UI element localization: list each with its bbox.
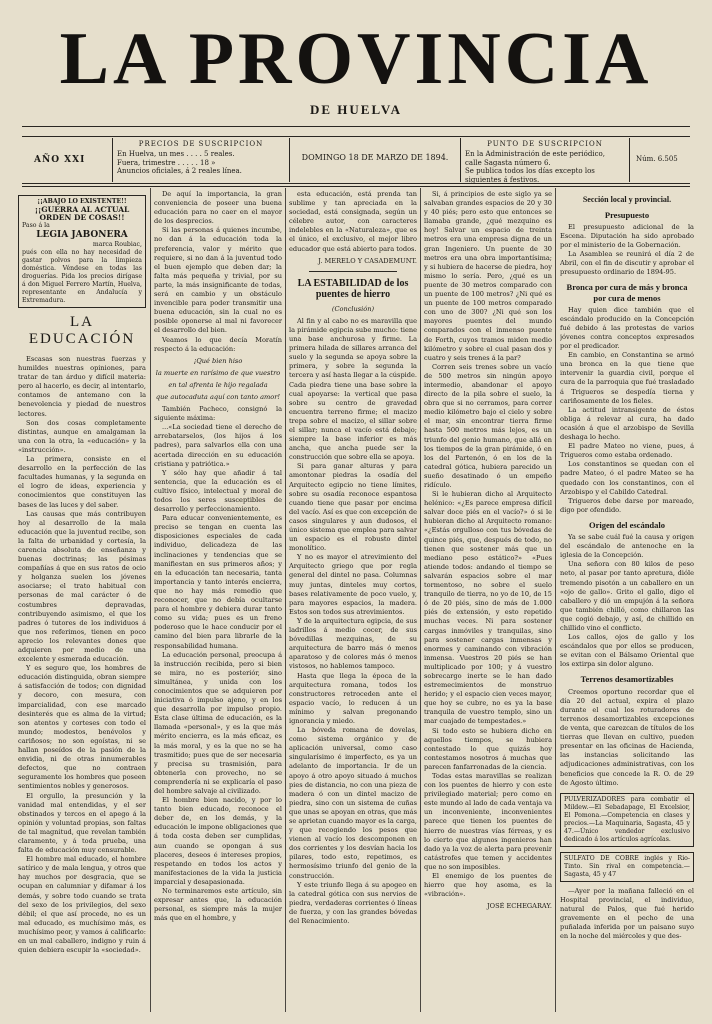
article-paragraph: Corren seis trenes sobre un vacío de 500 metros sin ningún apoyo intermedio, abandonar el apoyo directo de la pila sobre el suelo, la obra que si no cerramos, para correr medio kilómetro bajo el cielo y sobre el mar, sin encontrar tierra firme hasta 500 metros más lejos, es un triunfo del genio humano, que allá en los tiempos de la gran pirámide, ó en los del Partenón, ó en los de la catedral gótica, hubiera parecido un sueño desatinado ó un empeño ridículo. bbox=[424, 362, 552, 489]
column-divider bbox=[285, 188, 286, 1014]
news-paragraph: Ya se sabe cuál fué la causa y origen del escándalo de antenoche en la iglesia de la Concepción. bbox=[560, 533, 694, 560]
article-paragraph: Si las personas á quienes incumbe, no dan á la educación toda la preferencia, valor y mérito que requiere, si no dan á la juventud todo el buen ejemplo que deben dar; la falta más pequeña y trivial, por su parte, la más insignificante de todas, será en cambio y un obstáculo invencible para poder transmitir una buena educación, sin la cual no es posible oponerse al mal ni favorecer el desarrollo del bien. bbox=[154, 226, 282, 335]
verse-line: la muerte en rarísimo de que vuestro bbox=[155, 368, 281, 377]
article-paragraph: Veamos lo que decía Moratín respecto á la educación: bbox=[154, 335, 282, 353]
verse-line: en tal afrenta le hijo regalada bbox=[168, 380, 268, 389]
news-paragraph: Hay quien dice también que el escándalo producido en la Concepción fué debido á las protestas de varios jóvenes contra conceptos expresados por el predicador. bbox=[560, 305, 694, 351]
ad-brand: LEGIA JABONERA bbox=[36, 230, 128, 240]
verse-line: que autocaduta aquí con tanto amor! bbox=[155, 392, 281, 401]
article-paragraph: Si para ganar alturas y para amontonar piedras la osadía del Arquitecto egipcio no tiene límites, sobre su osadía reconoce espantosa cuando tiene que pasar por encima del vacío. Así es que con excepción de casos singulares y aun dudosos, el único sistema que emplea para salvar un espacio es el robusto dintel monolítico. bbox=[289, 462, 417, 553]
ad-body: pués con ella no hay necesidad de gastar polvos para la limpieza doméstica. Véndese en todas las droguerías. Pida los precios dirígase á don Miguel Ferrero Martín, Huelva, representante en Andalucía y Extremadura. bbox=[22, 249, 142, 304]
article-paragraph: De aquí la importancia, la gran conveniencia de poseer una buena educación para no caer en el mayor de los desprecios. bbox=[154, 190, 282, 226]
info-rule-bottom bbox=[22, 183, 690, 184]
points-line: En la Administración de este periódico, bbox=[465, 150, 605, 159]
news-paragraph: —Ayer por la mañana falleció en el Hospital provincial, el individuo, natural de Palos, que fué herido gravemente en el pecho de una puñalada inferida por un paisano suyo en la noche del miércoles y que des- bbox=[560, 886, 694, 941]
news-paragraph: La actitud intransigente de éstos obliga á relevar al cura, ha dado ocasión á que el arzobispo de Sevilla deshaga lo hecho. bbox=[560, 405, 694, 442]
article-signature: J. MERELO Y CASADEMUNT. bbox=[318, 256, 417, 265]
article-paragraph: Las causas que más contribuyen hoy al desarrollo de la mala educación que la juventud recibe, son la falta de urbanidad y cortesía, la carencia absoluta de enseñanza y buenas doctrinas; las pésimas compañías á que en sus ratos de ocio y holganza suelen los jóvenes asociarse; el trato habitual con personas de mal carácter ó de costumbres depravadas, contribuyendo asimismo, el que los padres ó tutores de los individuos á que nos referimos, tienen en poco aprecio los relevantes dones que adquieren por medio de una excelente y esmerada educación. bbox=[18, 509, 146, 664]
article-paragraph: ...«La sociedad tiene el derecho de arrebatarselos, (los hijos á los padres), para salvarlos ella con una acertada dirección en su educación cristiana y patriótica.» bbox=[154, 423, 282, 468]
prices-line: Anuncios oficiales, á 2 reales línea. bbox=[117, 167, 242, 176]
article-paragraph: La bóveda romana de dovelas, como sistema orgánico y de aplicación universal, como caso singularísimo é imperfecto, es ya un adelanto de importancia. Ir de un apoyo á otro apoyo situado á muchos pies de distancia, no con una pieza de madera ó con un dintel macizo de piedra, sino con un sistema de cuñas que unas se apoyan en otras, que más se aprietan cuando mayor es la carga, y que recogiendo los pesos que vienen al vacío los descomponen en dos corrientes y los desvían hacia los pilares, todo esto, repetimos, es hermosísimo triunfo del genio de la construcción. bbox=[289, 726, 417, 880]
column-divider bbox=[150, 188, 151, 1014]
article-headline: LA ESTABILIDAD de los puentes de hierro bbox=[297, 277, 409, 301]
ad-title: ¡¡GUERRA AL ACTUAL ORDEN DE COSAS!! bbox=[34, 205, 130, 222]
article-paragraph: Y no es mayor el atrevimiento del Arquitecto griego que por regla general del dintel no pasa. Columnas muy juntas, dinteles muy cortos, bases relativamente de poco vuelo, y, para mayores espacios, la madera. Estos son todos sus atrevimientos. bbox=[289, 553, 417, 616]
article-paragraph: Y este triunfo llega á su apogeo en la catedral gótica con sus nervios de piedra, verdaderas corrientes ó líneas de fuerza, y con las grandes bóvedas del Renacimiento. bbox=[289, 880, 417, 926]
article-paragraph: Al fin y al cabo no es maravilla que la pirámide egipcia sube mucho: tiene una base anchurosa y firme. La primera hilada de sillares arranca del suelo y la segunda se apoya sobre la primera, y sobre la segunda la tercera y así hasta llegar a la cúspide. Cada piedra tiene una base sobre la cual apoyarse: la vertical que pasa sobre su centro de gravedad encuentra terreno firme; el macizo trepa sobre el macizo, el sillar sobre el sillar; nunca el vacío está debajo; siempre la base inferior es más ancha, que ancha puede ser la construcción que sobre ella se apoya. bbox=[289, 316, 417, 462]
article-paragraph: Y de la arquitectura egipcia, de sus ladrillos á medio cocer, de sus bóvedillas mezquinas, de su arquitectura de barro más ó menos aparatoso y de colores más ó menos vistosos, no hablemos tampoco. bbox=[289, 616, 417, 671]
news-paragraph: Los constantinos se quedan con el padre Mateo, ó el padre Mateo se ha quedado con los constantinos, con el Arzobispo y el Cabildo Catedral. bbox=[560, 460, 694, 496]
article-paragraph: Y sólo hay que añadir á tal sentencia, que la educación es el cultivo físico, intelectual y moral de todos los seres susceptibles de desarrollo y perfeccionamiento. bbox=[154, 468, 282, 514]
article-paragraph: El orgullo, la presunción y la vanidad mal entendidas, y el ser obstinados y tercos en el apego á la opinión y voluntad propias, son faltas de tal magnitud, que revelan también claramente, y á toda prueba, una falta de educación muy censurable. bbox=[18, 791, 146, 855]
news-paragraph: Una señora con 80 kilos de peso neto, al pasar por tanto apretura, dióle tremendo pisotón a un caballero en un «ojo de gallo». Grito el gallo, digo el caballero y dió un empujón á la señora que también chilló, como chillaron las que cogió debajo, y así, de chillido en chillido vino el conflicto. bbox=[560, 560, 694, 632]
points-line: calle Sagasta número 6. bbox=[465, 158, 551, 167]
masthead-subtitle: DE HUELVA bbox=[309, 102, 403, 117]
ad-pre: Paso á la bbox=[22, 222, 50, 229]
article-paragraph: Para educar convenientemente, es preciso se tengan en cuenta las disposiciones especiales de cada individuo, delicadeza de las inclinaciones y tendencias que se manifiestan en sus primeros años; y en la educación tan necesaria, tanta importancia y tanto interés encierra, que no hay más remedio que reconocer, que no debía ocultarse para el hombre y debiera durar tanto como su vida; pues es un freno poderoso que le hace conducir por el camino del bien para librarle de la responsabilidad humana. bbox=[154, 514, 282, 650]
verse-line: ¡Qué bien hiso bbox=[193, 356, 243, 365]
article-paragraph: esta educación, está prenda tan sublime y tan apreciada en la sociedad, está consignada, según un célebre autor, con caracteres indelebles en la «Naturaleza», que es el único, el exclusivo, el mejor libro educador que está abierto para todos. bbox=[289, 190, 417, 253]
article-paragraph: Si todo esto se hubiera dicho en aquellos tiempos, se hubiera contestado lo que quizás hoy contestamos nosotros á muchas que parecen fanfarronadas de la ciencia. bbox=[424, 726, 552, 771]
news-paragraph: La Asamblea se reunirá el día 2 de Abril, con el fin de discutir y aprobar el presupuesto ordinario de 1894-95. bbox=[560, 250, 694, 277]
masthead-title: LA PROVINCIA bbox=[59, 18, 653, 100]
article-signature: JOSÉ ECHEGARAY. bbox=[487, 902, 552, 911]
news-paragraph: El padre Mateo no viene, pues, á Trigueros como estaba ordenado. bbox=[560, 442, 694, 460]
article-paragraph: También Pacheco, consignó la siguiente máxima: bbox=[154, 405, 282, 423]
column-4 bbox=[424, 190, 552, 1008]
section-title: Sección local y provincial. bbox=[582, 195, 672, 204]
news-paragraph: En cambio, en Constantina se armó una bronca en la que tiene que intervenir la guardia civil, porque el cura de la parroquia que fué trasladado á Trigueros se despedía tierna y cariñosamente de los fieles. bbox=[560, 351, 694, 405]
subscription-prices bbox=[112, 138, 290, 182]
copper-sulfate-advertisement: SULFATO DE COBRE inglés y Rio-Tinto. Sin rival en competencia.—Sagasta, 45 y 47 bbox=[560, 852, 694, 882]
prices-line: Fuera, trimestre . . . . . 18 » bbox=[117, 158, 216, 167]
top-rule bbox=[22, 126, 690, 127]
points-header: PUNTO DE SUSCRIPCION bbox=[487, 140, 603, 148]
subscription-points bbox=[460, 138, 630, 182]
page-bottom-edge bbox=[0, 1012, 712, 1024]
article-paragraph: El enemigo de los puentes de hierro que hoy asoma, es la «vibración». bbox=[424, 872, 552, 899]
issue-year: AÑO XXI bbox=[34, 155, 86, 165]
article-paragraph: El hombre bien nacido, y por lo tanto bien educado, reconoce el deber de, en los demás, y la educación le impone obligaciones que á toda costa deben ser cumplidas, aun cuando se opongan á sus placeres, deseos é intereses propios, respetando en todos los actos y manifestaciones de la vida la justicia imparcial y desapasionada. bbox=[154, 796, 282, 886]
article-headline: LA EDUCACIÓN bbox=[28, 314, 136, 347]
article-paragraph: Todas estas maravillas se realizan con los puentes de hierro y con este privilegiado material; pero como en este mundo al lado de cada ventaja va un inconveniente, inconvenientes parece que tienen los puentes de hierro de nuestras vías férreas, y es lo cierto que algunos ingenieros han dado ya la voz de alerta para prevenir catástrofes que temen y accidentes que no son imposibles. bbox=[424, 772, 552, 871]
column-divider bbox=[420, 188, 421, 1014]
column-1 bbox=[18, 190, 146, 1008]
article-paragraph: Si le hubieran dicho al Arquitecto helénico: «¿Es parece empresa difícil salvar doce piés en el vacío?» ó si le hubieran dicho al Arquitecto romano: «¿Estás orgulloso con tus bóvedas de quince piés, que, después de todo, no tienen que sostener más que un mediano peso estático?» «Pues atiende todos: andando el tiempo se salvarán espacios sobre el mar tormentoso, no sobre el suelo tranquilo de tierra, no yo de 10, de 15 ó de 20 piés, sino de más de 1.000 piés de extensión, y esto repetido muchas veces. Ni para sostener cargas inmóviles y tranquilas, sino para sostener cargas inmensas y enormes y caminando con vibración inmensa. Vuestros 20 piés se han multiplicado por 100; y á vuestro sobrecargo inerte se le han dado estremecimientos de monstruo herido; y el espacio cien veces mayor, que hoy se cubre, no es ya la base tranquila de vuestro templo, sino un mar cuajado de tempestades.» bbox=[424, 490, 552, 726]
article-paragraph: Hasta que llega la época de la arquitectura romana, todos los constructores retroceden ante el espacio vacío, lo reducen á un mínimo y salvan pregonando ignorancia y miedo. bbox=[289, 671, 417, 725]
article-paragraph: La primera, consiste en el desarrollo en la perfección de las facultades humanas, y la segunda en el logro de ideas, experiencia y conocimientos que constituyen las bases de las luces y del saber. bbox=[18, 455, 146, 509]
news-headline: Terrenos desamortizables bbox=[580, 674, 674, 685]
points-line: Se publica todos los días excepto los siguientes á festivos. bbox=[465, 167, 595, 184]
news-headline: Presupuesto bbox=[604, 209, 650, 220]
prices-line: En Huelva, un mes . . . . 5 reales. bbox=[117, 150, 235, 159]
article-paragraph: No terminaremos este artículo, sin expresar antes que, la educación personal, es siempre más la mujer más que en el hombre, y bbox=[154, 887, 282, 923]
ad-brand-sub: marca Roubiac, bbox=[92, 241, 142, 248]
prices-header: PRECIOS DE SUSCRIPCION bbox=[138, 140, 264, 148]
article-paragraph: Escasas son nuestras fuerzas y humildes nuestras opiniones, para tratar de tan árduo y difícil materia: pero al hacerlo, es decir, al intentarlo, contamos de antemano con la benevolencia y piedad de nuestros lectores. bbox=[18, 355, 146, 418]
issue-date: DOMINGO 18 DE MARZO DE 1894. bbox=[301, 153, 449, 162]
article-paragraph: Si, á principios de este siglo ya se salvaban grandes espacios de 20 y 30 y 40 piés; pero esto que entonces se llamaba grande, ¿qué mezquino es hoy! Salvar un espacio de treinta metros era una empresa digna de un gran Ingeniero. Un puente de 30 metros era una obra importantísima; y si hubiera de hacerse de piedra, hoy mismo lo sería. Pero, ¿qué es un puente de 30 metros comparado con un puente de 100 metros? ¿Ni qué es un puente de 100 metros comparado con uno de 300? ¿Ni qué son los mayores puentes del mundo comparados con el inmenso puente de Forth, cuyos tramos miden medio kilómetro y sobre el cual pasan dos y cuatro y seis trenes á la par? bbox=[424, 190, 552, 362]
ad-head: ¡¡ABAJO LO EXISTENTE!! bbox=[37, 198, 127, 205]
news-headline: Bronca por cura de más y bronca por cura de menos bbox=[566, 282, 688, 303]
news-headline: Origen del escándalo bbox=[588, 519, 666, 530]
article-paragraph: Y es seguro que, los hombres de educación distinguida, obran siempre á satisfacción de todos; con dignidad y decoro, con mesura, con imparcialidad, con ese marcado desinterés que es alma de la virtud; son atentos y corteses con todo el mundo; modestos, benévolos y cariñosos; no son egoístas, ni se hallan poseídos de la pasión de la envidia, ni de otras innumerables defectos, que no contraen seguramente los hombres que poseen sentimientos nobles y generosos. bbox=[18, 664, 146, 791]
news-paragraph: El presupuesto adicional de la Escena. Diputación ha sido aprobado por el ministerio de la Gobernación. bbox=[560, 222, 694, 249]
info-bar bbox=[22, 138, 690, 182]
column-5 bbox=[560, 190, 694, 1008]
sprayer-advertisement: PULVERIZADORES para combatir el Mildew.—El Sebadapage, El Excelsior, El Pomona.—Competencia en clases y precios.—La Maquinaria, Sagasta, 45 y 47.—Único vendedor exclusivo dedicado á los artículos agrícolas. bbox=[560, 793, 694, 847]
news-paragraph: Creemos oportuno recordar que el día 20 del actual, expira el plazo durante el cual los roturadores de terrenos desamortizables excepciones de venta, que carezcan de títulos de los tierras que llevan en cultivo, pueden presentar en las oficinas de Hacienda, las instancias solicitando las adjudicaciones administrativas, con los beneficios que concede la R. O. de 29 de Agosto último. bbox=[560, 687, 694, 787]
column-2 bbox=[154, 190, 282, 1008]
article-paragraph: Son dos cosas completamente distintas, aunque en amalgaman la una con la otra, la «educación» y la «instrucción». bbox=[18, 418, 146, 454]
article-paragraph: El hombre mal educado, el hombre satírico y de mala lengua, y otros que hay muchos por desgracia, que se ocupan en calumniar y difamar á los demás, y sobre todo cuando se trata del sexo de los privilegios, del sexo débil; el que así procede, no es un mal educado, es muchísimo más, es muchísimo peor, y vamos á calificarlo: en un mal caballero, indigno y ruin á quien debiera escupir la «sociedad». bbox=[18, 855, 146, 955]
issue-number: Núm. 6.505 bbox=[636, 155, 678, 163]
article-divider bbox=[309, 271, 397, 272]
soap-advertisement bbox=[18, 195, 146, 308]
news-paragraph: Los callos, ojos de gallo y los escándalos que por ellos se producen, se evitan con el Bálsamo Oriental que los extirpa sin dolor alguno. bbox=[560, 633, 694, 669]
info-rule-double bbox=[22, 186, 690, 187]
article-paragraph: La educación personal, preocupa á la instrucción recibida, pero si bien se mira, no es posteriór, sino simultánea, y unida con los conocimientos que se adquieren por iniciativa ó impulso ajeno, y en los que desarrolla por impulso propio. Esta clase última de educación, es la llamada «personal», y es la que más mérito encierra, es la más eficaz, es la más moral, y es la que no se ha trasmitido; pues que de ser necesaria y precisa su trasmisión, para obtenerla con provecho, no se comprendería ni se explicaría el paso del hombre salvaje al civilizado. bbox=[154, 650, 282, 795]
info-rule-top bbox=[22, 136, 690, 137]
column-3 bbox=[289, 190, 417, 1008]
news-paragraph: Trigueros debe darse por mareado, digo por ofendido. bbox=[560, 496, 694, 514]
article-conclusion: (Conclusión) bbox=[331, 304, 375, 313]
column-divider bbox=[555, 188, 556, 1014]
